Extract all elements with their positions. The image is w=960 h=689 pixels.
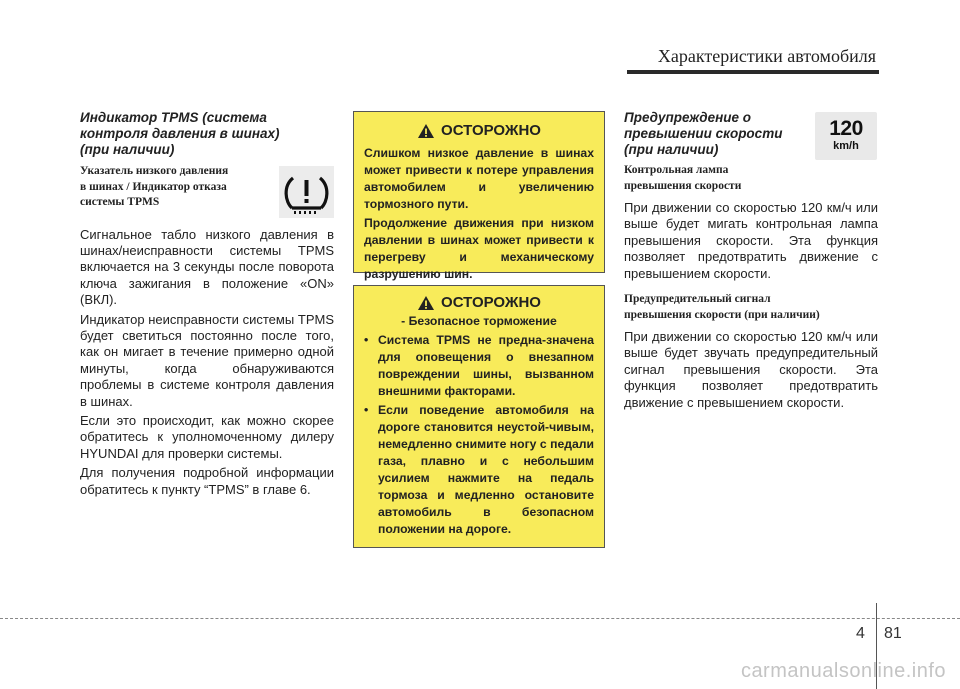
speed-section-title: Предупреждение о превышении скорости (при наличии) xyxy=(624,110,783,157)
speed-limit-icon: 120 km/h xyxy=(815,112,877,160)
warning-box-low-pressure xyxy=(353,111,605,281)
chapter-number: 4 xyxy=(856,625,865,642)
warning-bullet: • Если поведение автомобиля на дороге становится неустой-чивым, немедленно снимите ногу с педали газа, плавно и с небольшим усилием нажмите на педаль тормоза и медленно остановите автомобиль в безопасном положении на дороге. xyxy=(364,403,594,536)
warning-text: Продолжение движения при низком давлении в шинах может привести к перегреву и механическому разрушению шин. xyxy=(364,216,594,281)
speed-warning-section xyxy=(624,110,878,414)
warning-heading: ОСТОРОЖНО xyxy=(364,122,594,139)
tpms-paragraph: Если это происходит, как можно скорее обратитесь к уполномоченному дилеру HYUNDAI для проверки системы. xyxy=(80,412,334,461)
speed-lamp-subtitle: Контрольная лампа превышения скорости xyxy=(624,164,742,192)
tpms-section-title: Индикатор TPMS (система контроля давления в шинах) (при наличии) xyxy=(80,110,280,157)
tpms-paragraph: Для получения подробной информации обратитесь к пункту “TPMS” в главе 6. xyxy=(80,465,334,497)
tpms-warning-icon xyxy=(279,166,334,218)
warning-heading: ОСТОРОЖНО xyxy=(364,294,594,311)
speed-lamp-paragraph: При движении со скоростью 120 км/ч или выше будет мигать контрольная лампа превышения скорости. Эта функция позволяет предотвратить движение с превышением скорости. xyxy=(624,200,878,281)
header-rule xyxy=(627,70,879,74)
tpms-paragraph: Индикатор неисправности системы TPMS будет светиться постоянно после того, как он мигает в течение примерно одной минуты, когда обнаруживаются проблемы в системе контроля давления в шинах. xyxy=(80,311,334,409)
warning-triangle-icon xyxy=(417,295,435,311)
footer-divider xyxy=(0,618,960,619)
speed-signal-subtitle: Предупредительный сигнал превышения скорости (при наличии) xyxy=(624,293,820,321)
page-number: 81 xyxy=(884,625,902,642)
watermark: carmanualsonline.info xyxy=(740,660,946,682)
tpms-subtitle: Указатель низкого давления в шинах / Индикатор отказа системы TPMS xyxy=(80,165,229,208)
warning-subheading: - Безопасное торможение xyxy=(401,314,557,328)
page-header-title: Характеристики автомобиля xyxy=(657,46,876,66)
tpms-section xyxy=(80,110,334,501)
warning-text: Слишком низкое давление в шинах может привести к потере управления автомобилем и увеличению тормозного пути. xyxy=(364,146,594,211)
speed-signal-paragraph: При движении со скоростью 120 км/ч или выше будет звучать предупредительный сигнал превышения скорости. Эта функция позволяет предотвратить движение с превышением скорости. xyxy=(624,329,878,410)
tpms-paragraph: Сигнальное табло низкого давления в шинах/неисправности системы TPMS включается на 3 секунды после поворота ключа зажигания в положение «ON» (ВКЛ). xyxy=(80,226,334,308)
warning-box-safe-braking xyxy=(353,285,605,548)
warning-triangle-icon xyxy=(417,123,435,139)
warning-bullet: • Система TPMS не предна-значена для оповещения о внезапном повреждении шины, вызванном внешними факторами. xyxy=(364,333,594,398)
